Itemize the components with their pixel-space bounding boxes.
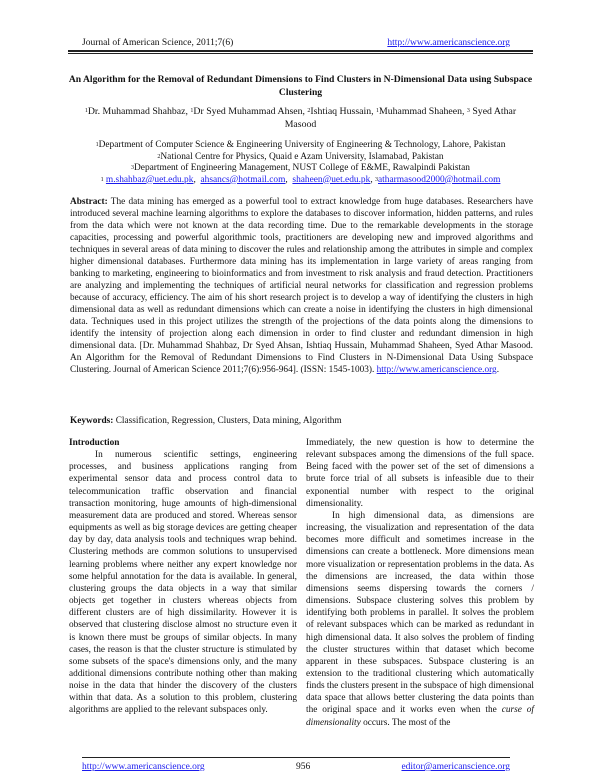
keywords [70,416,533,426]
author: $^1$Dr. Muhammad Shahbaz, [84,106,191,117]
footer-url-link[interactable]: http://www.americanscience.org [82,762,205,772]
emails: $^1$ m.shahbaz@uet.edu.pk, ahsancs@hotmail.com, shaheen@uet.edu.pk, $^3$atharmasood2000@hotmail.com [100,174,501,185]
author: $^1$Muhammad Shaheen, [376,106,467,117]
paper-title: An Algorithm for the Removal of Redundant Dimensions to Find Clusters in N-Dimensional Data using Subspace Clustering [68,74,533,98]
paragraph: Immediately, the new question is how to determine the relevant subspaces among the dimensions of the full space. Being faced with the power set of the set of dimensions a brute force trial of all subsets is infeasible due to their exponential number with respect to the original dimensionality. [306,438,534,509]
section-heading: Introduction [69,438,120,448]
abstract-text: The data mining has emerged as a powerful tool to extract knowledge from huge databases. Researchers have introduced several machine learning algorithms to explore the databases to discover information, hidden patterns, and rules from the data which were not known at the data recording time. Due to the remarkable developments in the storage capacities, processing and powerful algorithmic tools, practitioners are developing new and improved algorithms and techniques in several areas of data mining to discover the rules and relationship among the attributes in simple and complex higher dimensional databases. Furthermore data mining has its implementation in large variety of areas ranging from banking to marketing, engineering to bioinformatics and from investment to risk analysis and fraud detection. Practitioners are analyzing and implementing the techniques of artificial neural networks for classification and regression problems because of accuracy, efficiency. The aim of his short research project is to develop a way of identifying the clusters in high dimensional data as well as redundant dimensions which can create a noise in identifying the clusters in high dimensional data. Techniques used in this project utilizes the strength of the projections of the data points along the dimensions to identify the intensity of projection along each dimension in order to find cluster and redundant dimension in high dimensional data. [Dr. Muhammad Shahbaz, Dr Syed Ahsan, Ishtiaq Hussain, Muhammad Shaheen, Syed Athar Masood. An Algorithm for the Removal of Redundant Dimensions to Find Clusters in N-Dimensional Data Using Subspace Clustering. Journal of American Science 2011;7(6):956-964]. (ISSN: 1545-1003). [70,197,533,375]
email-link[interactable]: ahsancs@hotmail.com [200,174,286,185]
keywords-label: Keywords: [70,416,114,426]
running-header [82,38,510,48]
keywords-text: Classification, Regression, Clusters, Data mining, Algorithm [113,416,342,426]
footer-email-link[interactable]: editor@americanscience.org [401,762,510,772]
author: $^1$Dr Syed Muhammad Ahsen, [190,106,308,117]
author-list [68,105,533,131]
email-link[interactable]: atharmasood2000@hotmail.com [378,174,501,185]
abstract: Abstract: The data mining has emerged as a powerful tool to extract knowledge from huge databases. Researchers have introduced several machine learning algorithms to explore the databases to discover information, hidden patterns, and rules from the data which were not known at the data recording time. Due to the remarkable developments in the storage capacities, processing and powerful algorithmic tools, practitioners are developing new and improved algorithms and techniques in several areas of data mining to discover the rules and relationship among the attributes in simple and complex higher dimensional databases. Furthermore data mining has its implementation in large variety of areas ranging from banking to marketing, engineering to bioinformatics and from investment to risk analysis and fraud detection. Practitioners are analyzing and implementing the techniques of artificial neural networks for classification and regression problems because of accuracy, efficiency. The aim of his short research project is to develop a way of identifying the clusters in high dimensional data as well as redundant dimensions which can create a noise in identifying the clusters in high dimensional data. Techniques used in this project utilizes the strength of the projections of the data points along the dimensions to identify the intensity of projection along each dimension in order to find cluster and redundant dimension in high dimensional data. [Dr. Muhammad Shahbaz, Dr Syed Ahsan, Ishtiaq Hussain, Muhammad Shaheen, Syed Athar Masood. An Algorithm for the Removal of Redundant Dimensions to Find Clusters in N-Dimensional Data Using Subspace Clustering. Journal of American Science 2011;7(6):956-964]. (ISSN: 1545-1003). http://www.americanscience.org. [70,197,533,375]
author: $^2$Ishtiaq Hussain, [307,106,377,117]
page-number: 956 [295,762,311,772]
abstract-url-link[interactable]: http://www.americanscience.org [376,365,497,375]
email-link[interactable]: shaheen@uet.edu.pk [292,174,371,185]
left-column [69,437,297,717]
affiliation: $^3$Department of Engineering Management, NUST College of E&ME, Rawalpindi Pakistan [131,163,470,173]
email-link[interactable]: m.shahbaz@uet.edu.pk [105,174,194,185]
paragraph: In high dimensional data, as dimensions are increasing, the visualization and representation of the data becomes more difficult and sometimes increase in the dimensions can create a bottleneck. More dimensions mean more visualization or representation problems in the data. As the dimensions are increased, the data within those dimensions seems dispersing towards the corners / dimensions. Subspace clustering solves this problem by identifying both problems in parallel. It solves the problem of relevant subspaces which can be marked as redundant in high dimensional data. It also solves the problem of finding the cluster structures within that dataset which become apparent in these subspaces. Subspace clustering is an extension to the traditional clustering which automatically finds the clusters present in the subspace of high dimensional data space that allows better clustering the data points than the original space and it works even when the curse of dimensionality occurs. The most of the [306,510,534,728]
affiliation: $^2$National Centre for Physics, Quaid e Azam University, Islamabad, Pakistan [157,151,444,162]
author: $^3$ Syed Athar Masood [284,106,517,130]
affiliations [68,140,533,186]
paragraph: In numerous scientific settings, engineering processes, and business applications ranging from experimental sensor data and process control data to telecommunication traffic observation and financial transaction monitoring, huge amounts of high-dimensional measurement data are produced and stored. Whereas sensor equipments as well as big storage devices are getting cheaper day by day, data analysis tools and techniques wrap behind. Clustering methods are common solutions to unsupervised learning problems where neither any expert knowledge nor some helpful annotation for the data is available. In general, clustering groups the data objects in a way that similar objects get together in clusters whereas objects from different clusters are of high dissimilarity. However it is observed that clustering disclose almost no structure even it is known there must be groups of similar objects. In many cases, the reason is that the cluster structure is stimulated by some subsets of the space's dimensions only, and the many additional dimensions contribute nothing other than making noise in the data that hinder the discovery of the clusters within that data. As a solution to this problem, clustering algorithms are applied to the relevant subspaces only. [69,450,297,716]
header-rule [68,50,533,54]
right-column [306,437,534,729]
affiliation: $^1$Department of Computer Science & Engineering University of Engineering & Technology, Lahore, Pakistan [95,140,506,150]
page-footer [82,757,510,772]
abstract-label: Abstract: [70,197,108,207]
journal-url-link[interactable]: http://www.americanscience.org [387,38,510,48]
journal-citation: Journal of American Science, 2011;7(6) [82,38,234,48]
